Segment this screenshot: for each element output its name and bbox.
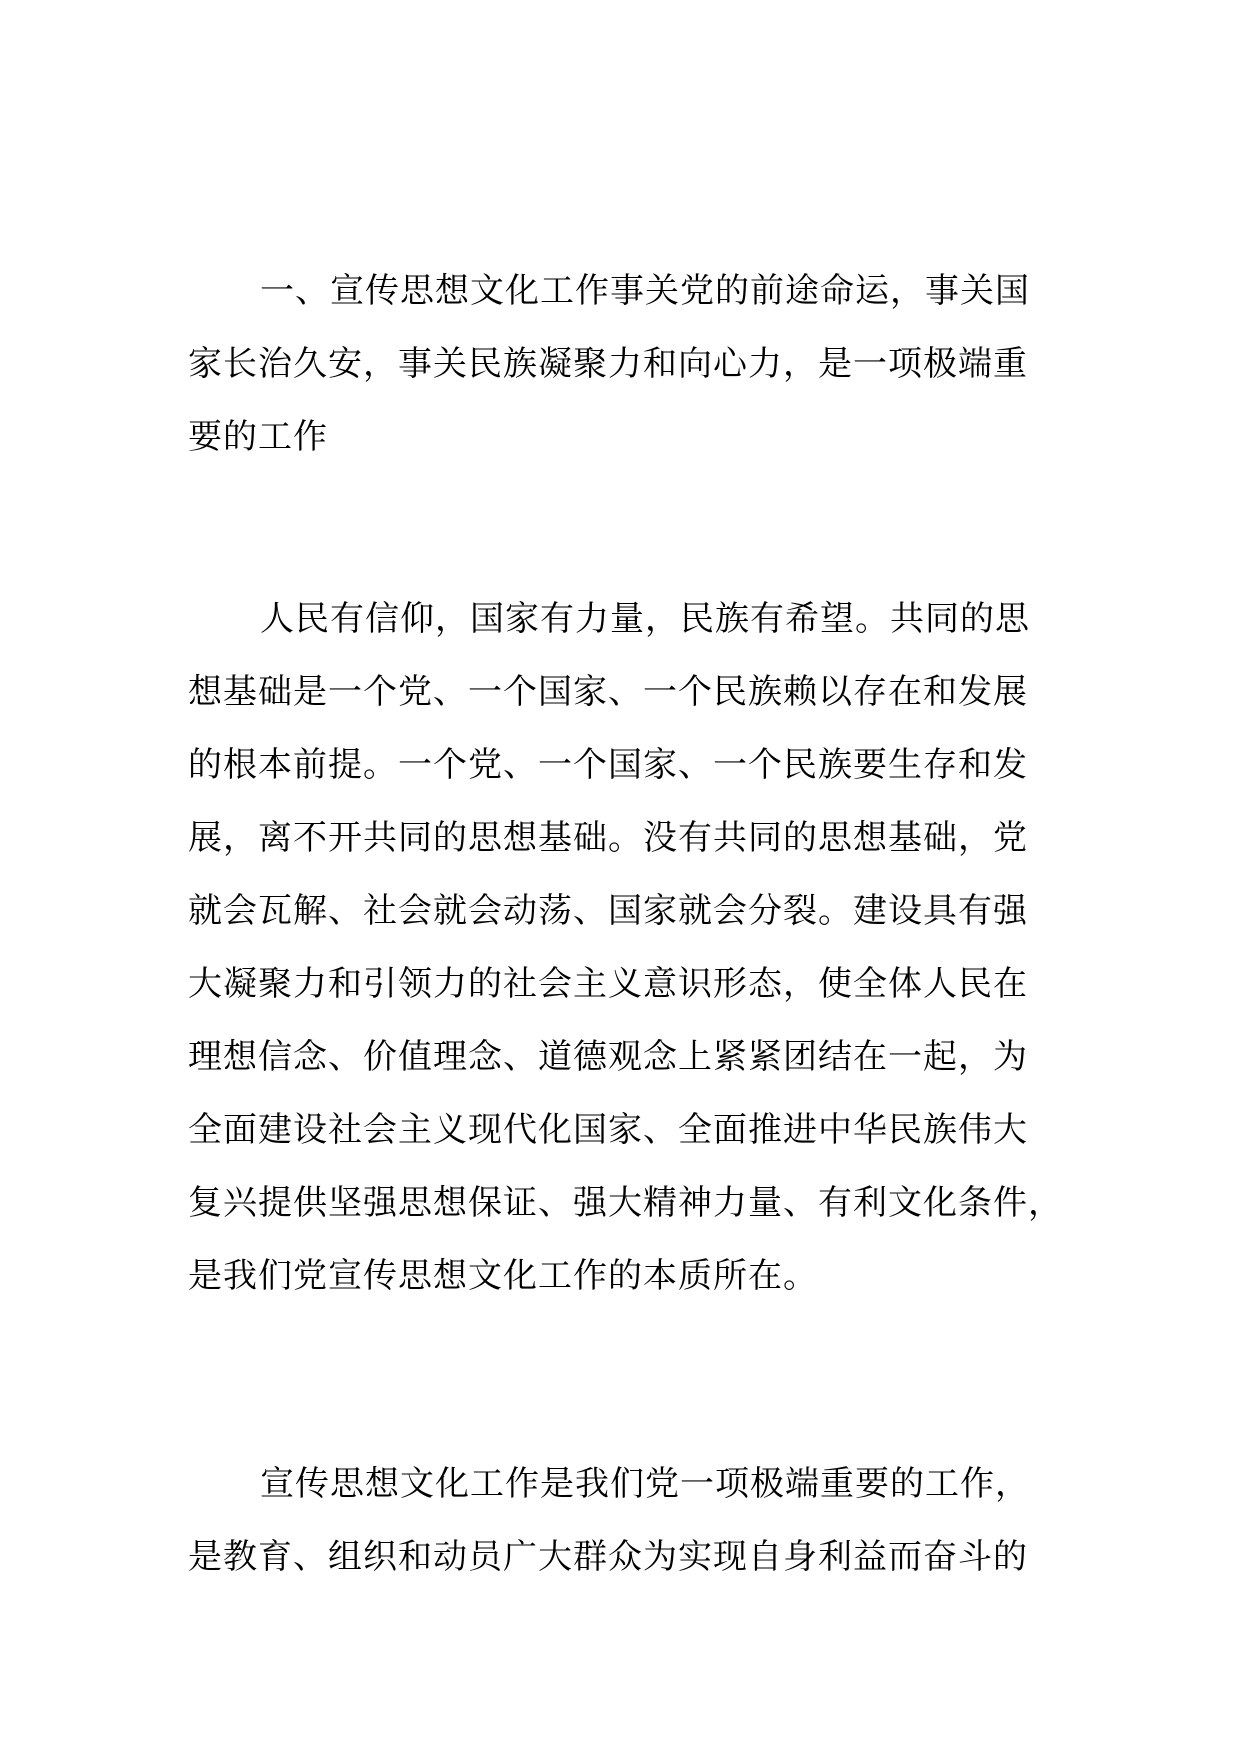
paragraph-line: 理想信念、价值理念、道德观念上紧紧团结在一起，为: [188, 1037, 1028, 1077]
heading-line: 家长治久安，事关民族凝聚力和向心力，是一项极端重: [188, 344, 1028, 384]
paragraph-line: 想基础是一个党、一个国家、一个民族赖以存在和发展: [188, 672, 1028, 712]
body-paragraph-1: [188, 583, 1068, 1313]
paragraph-line: 人民有信仰，国家有力量，民族有希望。共同的思: [260, 599, 1030, 639]
paragraph-line: 复兴提供坚强思想保证、强大精神力量、有利文化条件，: [188, 1183, 1063, 1223]
paragraph-line: 宣传思想文化工作是我们党一项极端重要的工作，: [260, 1464, 1030, 1504]
body-paragraph-2: [188, 1448, 1068, 1594]
paragraph-line: 的根本前提。一个党、一个国家、一个民族要生存和发: [188, 745, 1028, 785]
heading-line: 要的工作: [188, 417, 328, 457]
paragraph-line: 是教育、组织和动员广大群众为实现自身利益而奋斗的: [188, 1537, 1028, 1577]
paragraph-line: 展，离不开共同的思想基础。没有共同的思想基础，党: [188, 818, 1028, 858]
paragraph-line: 全面建设社会主义现代化国家、全面推进中华民族伟大: [188, 1110, 1028, 1150]
section-heading: [188, 255, 1068, 474]
paragraph-line: 就会瓦解、社会就会动荡、国家就会分裂。建设具有强: [188, 891, 1028, 931]
paragraph-line: 大凝聚力和引领力的社会主义意识形态，使全体人民在: [188, 964, 1028, 1004]
paragraph-line: 是我们党宣传思想文化工作的本质所在。: [188, 1256, 818, 1296]
heading-line: 一、宣传思想文化工作事关党的前途命运，事关国: [260, 271, 1030, 311]
